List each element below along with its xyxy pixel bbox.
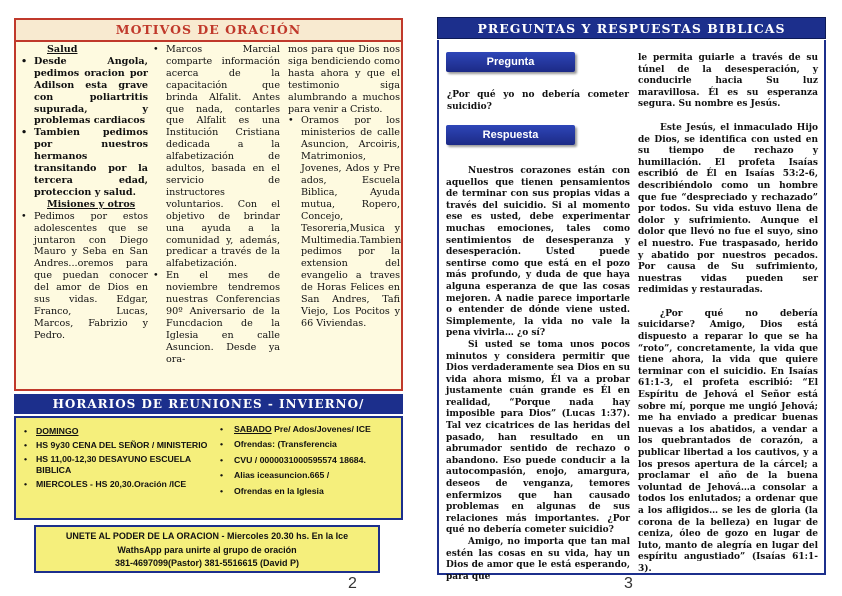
pregunta-label: Pregunta <box>446 52 575 72</box>
prayer-union-box <box>34 525 380 573</box>
schedule-desayuno: • HS 11,00-12,30 DESAYUNO ESCUELA BIBLICA <box>24 454 214 476</box>
offering-transfer: • Ofrendas: (Transferencia <box>218 439 401 450</box>
schedule-column-2 <box>218 424 401 501</box>
answer-left-column <box>446 166 630 583</box>
prayer-item-angola: • Desde Angola, pedimos oracion por Adilson esta grave con poliartritis supurada, y problemas cardiacos <box>21 56 148 127</box>
prayer-column-3 <box>288 44 400 330</box>
schedule-box <box>14 416 403 520</box>
page-number-right: 3 <box>624 575 633 592</box>
prayer-item-adolescentes: • Pedimos por estos adolescentes que se juntaron con Diego Mauro y Seba en San Andres...oremos para que puedan conocer del amor de Dios en sus vidas. Edgar, Franco, Lucas, Marcos, Fabrizio y Pedro. <box>21 211 148 342</box>
prayer-item-alfalit: • Marcos Marcial comparte información acerca de la capacitación que brinda Alfalit. Antes que nada, contarles que Alfalit es una Institución Cristiana dedicada a la alfabetización de adultos, basada en el servicio de instructores voluntarios. Con el objetivo de brindar una ayuda a la comunidad y, además, predicar a través de la alfabetización. <box>153 44 280 270</box>
union-line-1: UNETE AL PODER DE LA ORACION - Miercoles 20.30 hs. En la Ice <box>65 531 349 541</box>
respuesta-label: Respuesta <box>446 125 575 145</box>
union-line-2: WathsApp para unirte al grupo de oración <box>117 544 297 555</box>
pregunta-text: ¿Por qué yo no debería cometer suicidio? <box>447 90 629 112</box>
schedule-title: HORARIOS DE REUNIONES - INVIERNO/ <box>14 394 403 414</box>
heading-misiones: Misiones y otros <box>47 198 136 210</box>
answer-paragraph-6: ¿Por qué no debería suicidarse? Amigo, Dios está dispuesto a reparar lo que se ha “roto”, concretamente, la vida que tiene ahora, la vida que quiere terminar con el suicidio. En Isaías 61:1-3, el profeta escribió: “El Espíritu de Jehová el Señor está sobre mí, porque me ungió Jehová; me ha enviado a predicar buenas nuevas a los abatidos, a vendar a los quebrantados de corazón, a publicar libertad a los cautivos, y a los presos apertura de la cárcel; a proclamar el año de la buena voluntad de Jehová…a consolar a todos los enlutados; a ordenar que a los afligidos… se les de gloria (la corona de la belleza) en lugar de ceniza, óleo de gozo en lugar de luto, manto de alegría en lugar del espíritu angustiado” (Isaías 61:1-3). <box>638 308 818 574</box>
answer-paragraph-3: Amigo, no importa que tan mal estén las cosas en su vida, hay un Dios de amor que le está esperando, para que <box>446 537 630 582</box>
schedule-column-1 <box>24 426 214 493</box>
prayer-motives-title: MOTIVOS DE ORACIÓN <box>16 20 401 42</box>
prayer-continuation: mos para que Dios nos siga bendiciendo como hasta ahora y que el testimonio siga alumbrando a muchos para venir a Cristo. <box>288 44 400 115</box>
answer-paragraph-4: le permita guiarle a través de su túnel de la desesperación, y conducirle hacia Su luz maravillosa. Él es su esperanza segura. Su nombre es Jesús. <box>638 53 818 110</box>
offering-alias: • Alias iceasuncion.665 / <box>218 470 401 481</box>
prayer-column-1 <box>21 44 148 342</box>
answer-paragraph-1: Nuestros corazones están con aquellos que tienen pensamientos de terminar con sus propias vidas a través del suicidio. Si al momento ese es usted, debe experimentar muchas emociones, tales como sentimientos de desesperanza y desesperación. Usted puede sentirse como que está en el pozo más profundo, y duda de que haya alguna esperanza de que las cosas mejoren. A nadie parece importarle o entender de dónde viene usted. Simplemente, la vida no vale la pena vivirla… ¿o sí? <box>446 166 630 339</box>
page-number-left: 2 <box>348 575 357 592</box>
heading-salud: Salud <box>47 44 78 55</box>
answer-right-column <box>638 53 818 576</box>
sabado-label: SABADO <box>234 424 272 434</box>
offering-church: • Ofrendas en la Iglesia <box>218 486 401 497</box>
schedule-cena: • HS 9y30 CENA DEL SEÑOR / MINISTERIO <box>24 440 214 451</box>
offering-cvu: • CVU / 0000031000595574 18684. <box>218 455 401 466</box>
sabado-detail: Pre/ Ados/Jovenes/ ICE <box>271 424 371 434</box>
schedule-domingo: • DOMINGO <box>24 426 214 437</box>
prayer-item-ministerios: • Oramos por los ministerios de calle Asuncion, Arcoiris, Matrimonios, Jovenes, Ados y Pre ados, Escuela Biblica, Ayuda mutua, Ropero, Concejo, Tesoreria,Musica y Multimedia.Tambien pedimos por la extension del evangelio a traves de Horas Felices en San Andres, Tafi Viejo, Los Pocitos y 66 Viviendas. <box>288 115 400 329</box>
qa-title: PREGUNTAS Y RESPUESTAS BIBLICAS <box>437 17 826 39</box>
union-line-3: 381-4697099(Pastor) 381-5516615 (David P) <box>114 558 300 568</box>
answer-paragraph-5: Este Jesús, el inmaculado Hijo de Dios, se identifica con usted en su tiempo de rechazo y humillación. El profeta Isaías escribió de Él en Isaías 53:2-6, describiéndolo como un hombre que fue “despreciado y rechazado” por todos. Su vida estuvo llena de dolor y sufrimiento. Aunque el dolor que llevó no fue el suyo, sino el nuestro. Fue traspasado, herido y abatido por nuestros pecados. Por causa de Su sufrimiento, nuestras vidas pueden ser redimidas y restauradas. <box>638 122 818 296</box>
prayer-motives-box <box>14 18 403 391</box>
answer-paragraph-2: Si usted se toma unos pocos minutos y considera permitir que Dios verdaderamente sea Dios en su vida ahora mismo, Él va a probar justamente cuán grande es Él en realidad, “Porque nada hay imposible para Dios” (Lucas 1:37). Tal vez cicatrices de las heridas del pasado, han resultado en un abrumador sentido de rechazo o abandono. Eso puede conducir a la autocompasión, enojo, amargura, deseos de venganza, temores enfermizos que han causado problemas en algunas de sus relaciones más importantes. ¿Por qué no debería cometer suicidio? <box>446 339 630 536</box>
prayer-item-tercera-edad: • Tambien pedimos por nuestros hermanos transitando por la tercera edad, proteccion y salud. <box>21 127 148 198</box>
prayer-item-conferencias: • En el mes de noviembre tendremos nuestras Conferencias 90º Aniversario de la Funcdacion de la Iglesia en calle Asuncion. Desde ya ora- <box>153 270 280 365</box>
prayer-column-2 <box>153 44 280 365</box>
schedule-sabado <box>218 424 401 435</box>
schedule-miercoles: • MIERCOLES - HS 20,30.Oración /ICE <box>24 479 214 490</box>
